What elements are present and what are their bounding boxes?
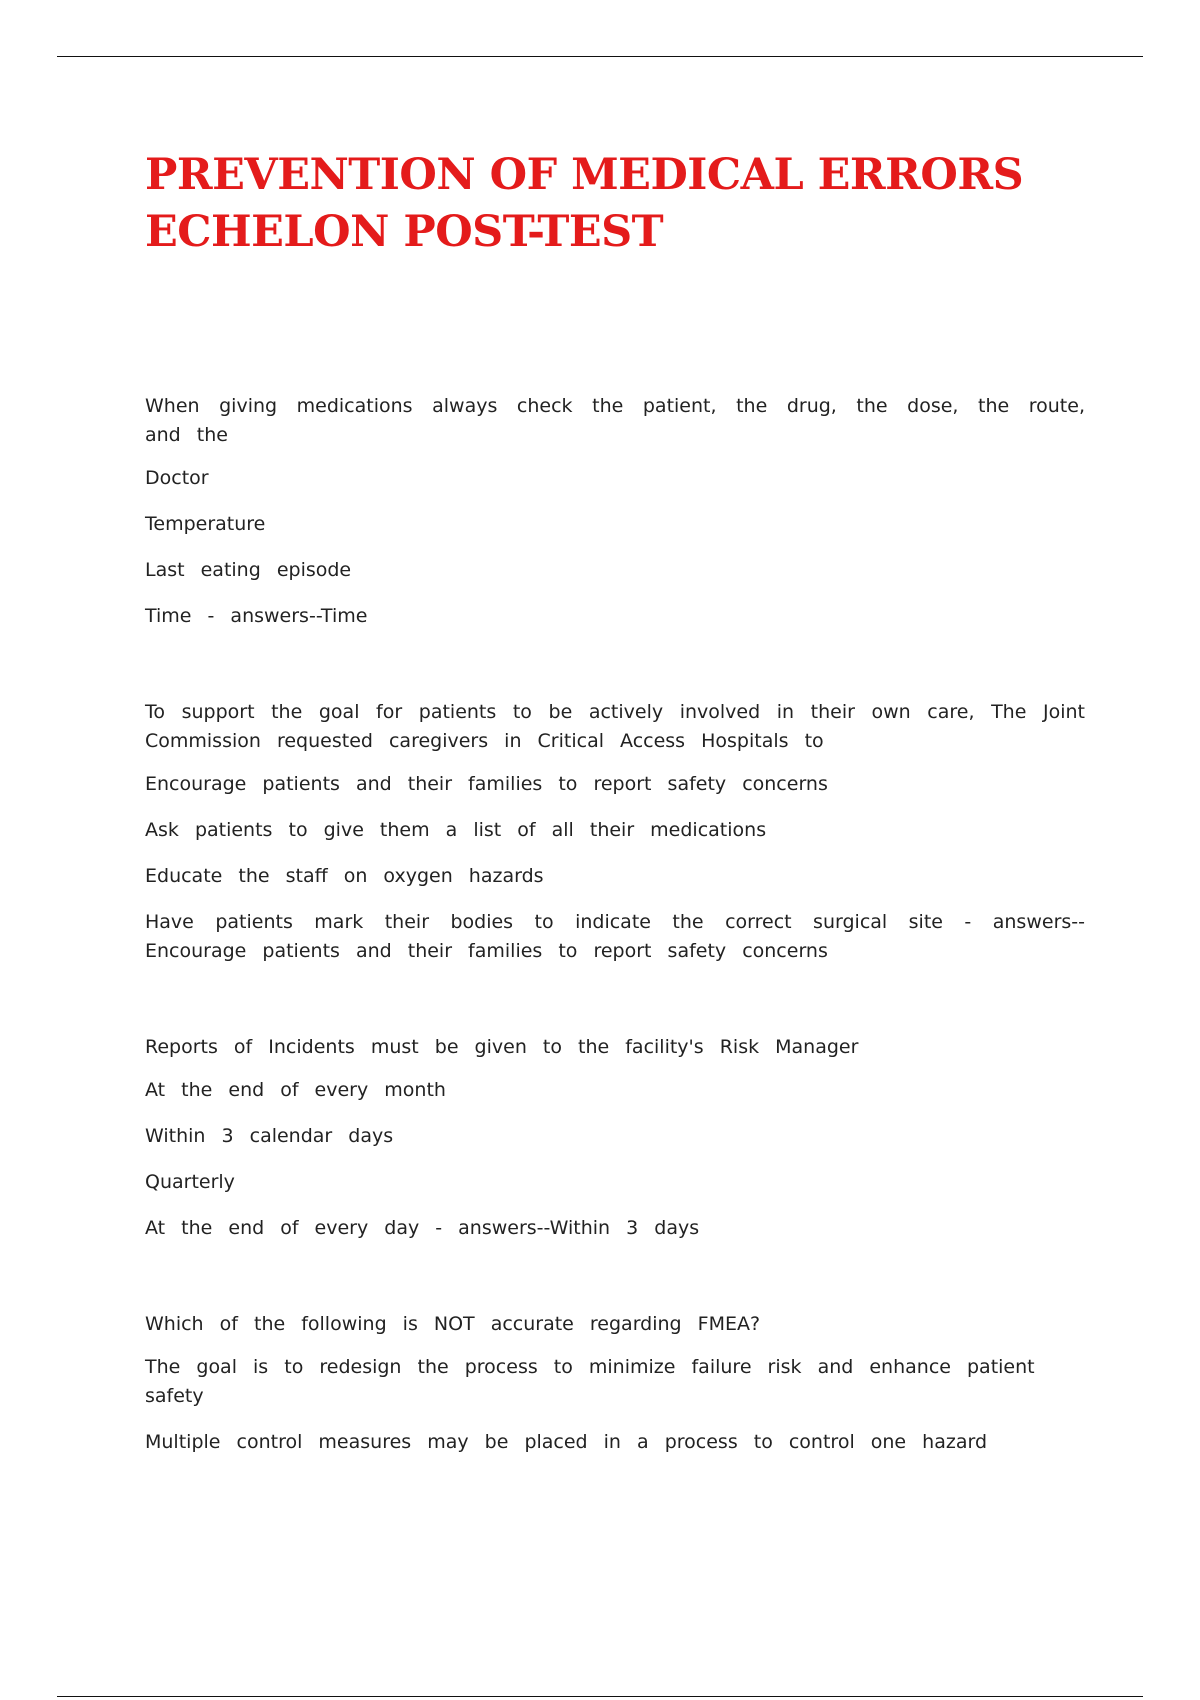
answer-option: The goal is to redesign the process to minimize failure risk and enhance patient safety (145, 1356, 1035, 1407)
answer-option: Encourage patients and their families to report safety concerns (145, 773, 828, 795)
question-1 (145, 392, 1085, 631)
question-text: Which of the following is NOT accurate regarding FMEA? (145, 1313, 761, 1335)
answer-option: Temperature (145, 513, 266, 535)
question-text: Reports of Incidents must be given to the facility's Risk Manager (145, 1036, 859, 1058)
question-4 (145, 1310, 1085, 1457)
question-text: To support the goal for patients to be actively involved in their own care, The Joint Commission requested caregivers in Critical Access Hospitals to (145, 701, 1085, 752)
question-3 (145, 1033, 1085, 1243)
title-line-1: PREVENTION OF MEDICAL ERRORS (145, 150, 1024, 200)
question-2 (145, 698, 1085, 966)
title-line-2: ECHELON POST-TEST (145, 207, 664, 257)
answer-option: Educate the staff on oxygen hazards (145, 865, 544, 887)
header-rule (57, 56, 1143, 57)
answer-option: Quarterly (145, 1171, 235, 1193)
question-text: When giving medications always check the patient, the drug, the dose, the route, and the (145, 395, 1085, 446)
question-list (145, 392, 1085, 1474)
footer-rule (57, 1696, 1143, 1697)
answer-option: Have patients mark their bodies to indicate the correct surgical site - answers--Encourage patients and their families to report safety concerns (145, 911, 1085, 962)
answer-option: Last eating episode (145, 559, 352, 581)
answer-option: Doctor (145, 467, 209, 489)
answer-option: Within 3 calendar days (145, 1125, 394, 1147)
answer-option: At the end of every day - answers--Within 3 days (145, 1217, 700, 1239)
answer-option: Ask patients to give them a list of all their medications (145, 819, 767, 841)
answer-option: Time - answers--Time (145, 605, 368, 627)
answer-option: Multiple control measures may be placed in a process to control one hazard (145, 1431, 987, 1453)
document-title (145, 147, 1085, 261)
answer-option: At the end of every month (145, 1079, 446, 1101)
